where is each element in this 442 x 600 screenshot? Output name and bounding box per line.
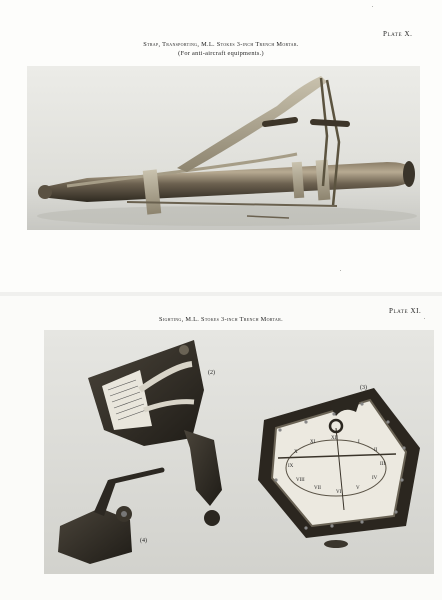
handle-left <box>265 120 295 124</box>
plate-x-label: Plate X. <box>383 30 413 38</box>
figure-label-2: (2) <box>208 370 215 376</box>
dial-numeral: I <box>358 440 360 445</box>
barrel-breech-cap <box>38 185 52 199</box>
plate-xi-photo <box>44 330 434 574</box>
clinometer-screw <box>204 510 220 526</box>
shadow <box>37 206 417 226</box>
dial-numeral: VI <box>336 490 342 495</box>
plate-x-caption: Strap, Transporting, M.L. Stokes 3-inch Trench Mortar. <box>143 41 299 48</box>
barrel-muzzle <box>403 161 415 187</box>
plate-x-subcaption: (For anti-aircraft equipments.) <box>178 50 264 57</box>
dial-numeral: IV <box>372 476 378 481</box>
dial-numeral: X <box>294 450 298 455</box>
dial-numeral: XII <box>331 436 338 441</box>
dial-numeral: VIII <box>296 478 305 483</box>
plate-xi-caption: Sighting, M.L. Stokes 3-inch Trench Mortar. <box>159 316 283 323</box>
dial-numeral: III <box>380 462 385 467</box>
plate-x-photo <box>27 66 420 230</box>
dial-numeral: VII <box>314 486 321 491</box>
dial-numeral: II <box>374 448 378 453</box>
mortar-strap-illustration <box>27 66 420 230</box>
plate-xi-label: Plate XI. <box>389 307 422 315</box>
figure-label-4: (4) <box>140 538 147 544</box>
dial-numeral: XI <box>310 440 316 445</box>
dial-numeral: V <box>356 486 360 491</box>
handle-right <box>313 122 347 124</box>
figure-label-3: (3) <box>360 385 367 391</box>
dial-numeral: IX <box>288 464 294 469</box>
